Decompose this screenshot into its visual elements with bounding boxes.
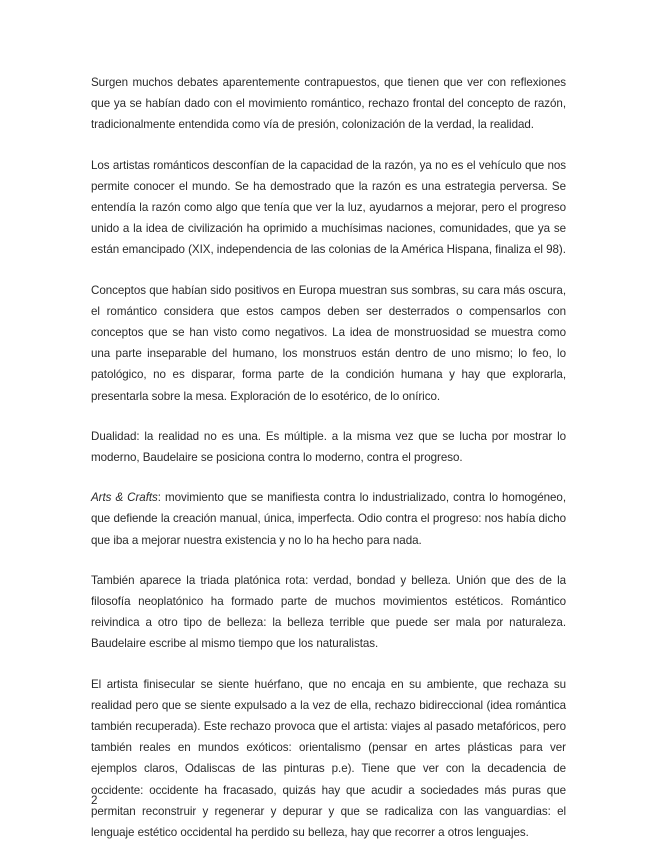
paragraph-5-text: : movimiento que se manifiesta contra lo industrializado, contra lo homogéneo, que defiende la creación manual, única, imperfecta. Odio contra el progreso: nos había dicho que iba a mejorar nuestra existencia y no lo ha hecho para nada. [91, 491, 566, 547]
paragraph-1: Surgen muchos debates aparentemente contrapuestos, que tienen que ver con reflexiones que ya se habían dado con el movimiento romántico, rechazo frontal del concepto de razón, tradicionalmente entendida como vía de presión, colonización de la verdad, la realidad. [91, 76, 566, 132]
paragraph-4: Dualidad: la realidad no es una. Es múltiple. a la misma vez que se lucha por mostrar lo moderno, Baudelaire se posiciona contra lo moderno, contra el progreso. [91, 429, 566, 465]
paragraph-6: También aparece la triada platónica rota: verdad, bondad y belleza. Unión que des de la filosofía neoplatónico ha formado parte de muchos movimientos estéticos. Romántico reivindica a otro tipo de belleza: la belleza terrible que puede ser mala por naturaleza. Baudelaire escribe al mismo tiempo que los naturalistas. [91, 573, 566, 651]
page-number: 2 [91, 794, 98, 807]
paragraph-5 [91, 487, 566, 551]
arts-and-crafts-term: Arts & Crafts [91, 491, 158, 505]
paragraph-2: Los artistas románticos desconfían de la capacidad de la razón, ya no es el vehículo que nos permite conocer el mundo. Se ha demostrado que la razón es una estrategia perversa. Se entendía la razón como algo que tenía que ver la luz, ayudarnos a mejorar, pero el progreso unido a la idea de civilización ha oprimido a muchísimas naciones, comunidades, que ya se están emancipado (XIX, independencia de las colonias de la América Hispana, finaliza el 98). [91, 158, 566, 257]
document-body [91, 72, 566, 862]
paragraph-7: El artista finisecular se siente huérfano, que no encaja en su ambiente, que rechaza su realidad pero que se siente expulsado a la vez de ella, rechazo bidireccional (idea romántica también recuperada). Este rechazo provoca que el artista: viajes al pasado metafóricos, pero también reales en mundos exóticos: orientalismo (pensar en artes plásticas para ver ejemplos claros, Odaliscas de las pinturas p.e). Tiene que ver con la decadencia de occidente: occidente ha fracasado, quizás hay que acudir a sociedades más puras que permitan reconstruir y regenerar y depurar y que se radicaliza con las vanguardias: el lenguaje estético occidental ha perdido su belleza, hay que recorrer a otros lenguajes. [91, 677, 566, 840]
paragraph-3: Conceptos que habían sido positivos en Europa muestran sus sombras, su cara más oscura, el romántico considera que estos campos deben ser desterrados o compensarlos con conceptos que se han visto como negativos. La idea de monstruosidad se muestra como una parte inseparable del humano, los monstruos están dentro de uno mismo; lo feo, lo patológico, no es disparar, forma parte de la condición humana y hay que explorarla, presentarla sobre la mesa. Exploración de lo esotérico, de lo onírico. [91, 283, 566, 403]
